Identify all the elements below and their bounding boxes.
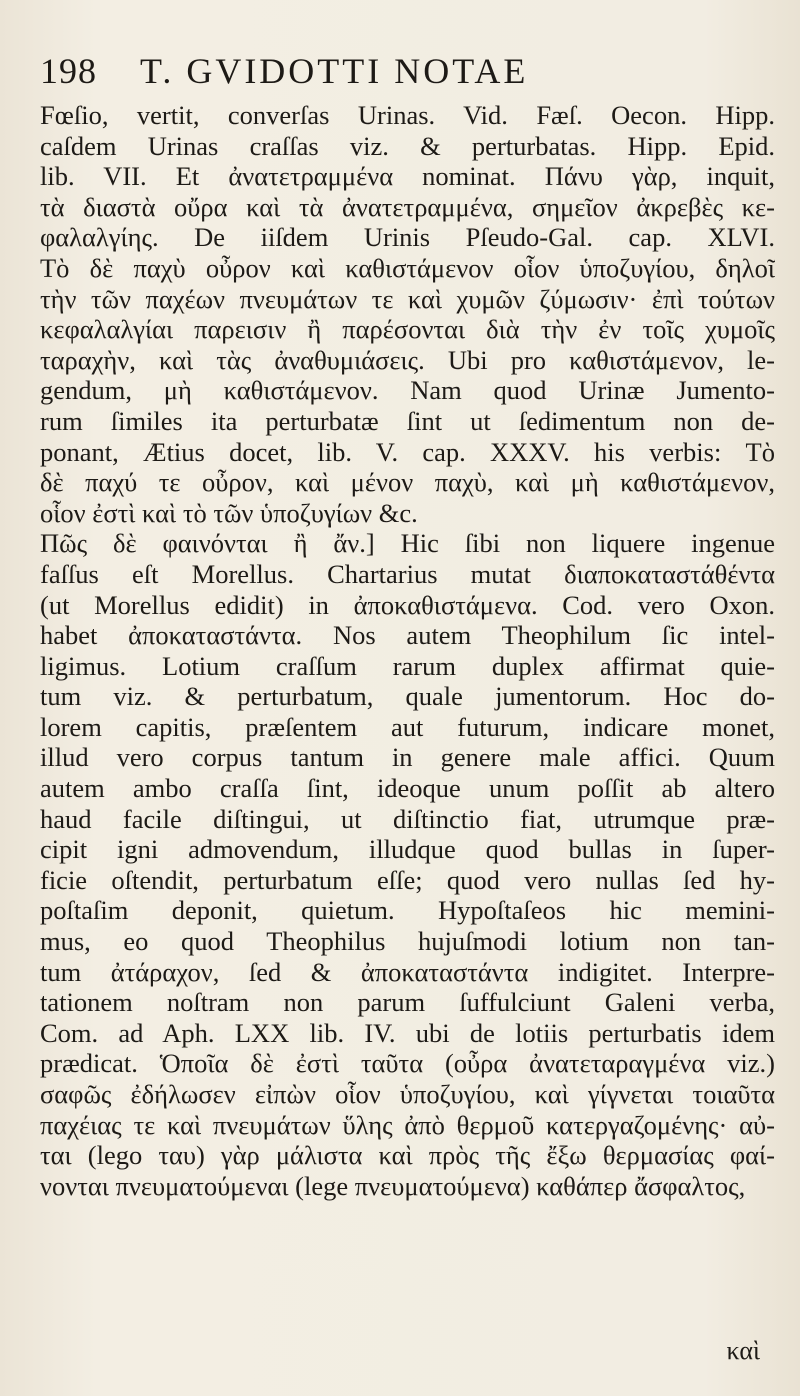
text-line: (ut Morellus edidit) in ἀποκαθιστάμενα. Cod. vero Oxon. — [40, 589, 775, 620]
catchword: καὶ — [726, 1336, 760, 1365]
text-line: tationem noſtram non parum ſuffulciunt Galeni verba, — [40, 987, 775, 1018]
text-line: haud facile diſtingui, ut diſtinctio fiat, utrumque præ- — [40, 803, 775, 834]
page-number: 198 — [40, 51, 97, 91]
text-line: cipit igni admovendum, illudque quod bullas in ſuper- — [40, 834, 775, 865]
text-line: tum ἀτάραχον, ſed & ἀποκαταστάντα indigitet. Interpre- — [40, 956, 775, 987]
text-line: ligimus. Lotium craſſum rarum duplex affirmat quie- — [40, 650, 775, 681]
text-line: gendum, μὴ καθιστάμενον. Nam quod Urinæ Jumento- — [40, 375, 775, 406]
text-line: Fœſio, vertit, converſas Urinas. Vid. Fæſ. Oecon. Hipp. — [40, 100, 775, 130]
text-line: νονται πνευματούμεναι (lege πνευματούμενα) καθάπερ ἄσφαλτος, — [40, 1170, 746, 1201]
text-line: Τὸ δὲ παχὺ οὖρον καὶ καθιστάμενον οἷον ὑποζυγίου, δηλοῖ — [40, 252, 775, 283]
text-line: mus, eo quod Theophilus hujuſmodi lotium non tan- — [40, 926, 775, 957]
running-title: T. GVIDOTTI NOTAE — [140, 51, 529, 91]
text-line: poſtaſim deponit, quietum. Hypoſtaſeos hic memini- — [40, 895, 775, 926]
text-line: habet ἀποκαταστάντα. Nos autem Theophilum ſic intel- — [40, 620, 775, 651]
text-line: caſdem Urinas craſſas viz. & perturbatas. Hipp. Epid. — [40, 130, 775, 161]
text-line: prædicat. Ὁποῖα δὲ ἐστὶ ταῦτα (οὖρα ἀνατεταραγμένα viz.) — [40, 1048, 775, 1079]
text-line: rum ſimiles ita perturbatæ ſint ut ſedimentum non de- — [40, 405, 775, 436]
text-line: φαλαλγίης. De iiſdem Urinis Pſeudo-Gal. cap. XLVI. — [40, 222, 775, 253]
text-line: ται (lego ταυ) γὰρ μάλιστα καὶ πρὸς τῆς ἔξω θερμασίας φαί- — [40, 1140, 775, 1171]
text-line: ficie oſtendit, perturbatum eſſe; quod vero nullas ſed hy- — [40, 864, 775, 895]
text-line: Com. ad Aph. LXX lib. IV. ubi de lotiis perturbatis idem — [40, 1017, 775, 1048]
running-head — [40, 50, 770, 94]
text-line: κεφαλαλγίαι παρεισιν ἢ παρέσονται διὰ τὴν ἐν τοῖς χυμοῖς — [40, 314, 775, 345]
text-line: τὴν τῶν παχέων πνευμάτων τε καὶ χυμῶν ζύμωσιν· ἐπὶ τούτων — [40, 283, 775, 314]
text-line: οἷον ἐστὶ καὶ τὸ τῶν ὑποζυγίων &c. — [40, 497, 418, 528]
text-line: illud vero corpus tantum in genere male affici. Quum — [40, 742, 775, 773]
text-line: Πῶς δὲ φαινόνται ἢ ἄν.] Hic ſibi non liquere ingenue — [40, 528, 775, 559]
text-line: τὰ διαστὰ οὔρα καὶ τὰ ἀνατετραμμένα, σημεῖον ἀκρεβὲς κε- — [40, 191, 775, 222]
text-line: lorem capitis, præſentem aut futurum, indicare monet, — [40, 711, 775, 742]
body-text — [40, 100, 775, 1201]
text-line: δὲ παχύ τε οὖρον, καὶ μένον παχὺ, καὶ μὴ καθιστάμενον, — [40, 467, 775, 498]
text-line: ponant, Ætius docet, lib. V. cap. XXXV. his verbis: Τὸ — [40, 436, 775, 467]
text-line: autem ambo craſſa ſint, ideoque unum poſſit ab altero — [40, 773, 775, 804]
text-line: faſſus eſt Morellus. Chartarius mutat διαποκαταστάθέντα — [40, 558, 775, 589]
text-line: ταραχὴν, καὶ τὰς ἀναθυμιάσεις. Ubi pro καθιστάμενον, le- — [40, 344, 775, 375]
text-line: tum viz. & perturbatum, quale jumentorum. Hoc do- — [40, 681, 775, 712]
text-line: lib. VII. Et ἀνατετραμμένα nominat. Πάνυ γὰρ, inquit, — [40, 161, 775, 192]
text-line: σαφῶς ἐδήλωσεν εἰπὼν οἷον ὑποζυγίου, καὶ γίγνεται τοιαῦτα — [40, 1079, 775, 1109]
text-line: παχέιας τε καὶ πνευμάτων ὕλης ἀπὸ θερμοῦ κατεργαζομένης· αὐ- — [40, 1109, 775, 1140]
